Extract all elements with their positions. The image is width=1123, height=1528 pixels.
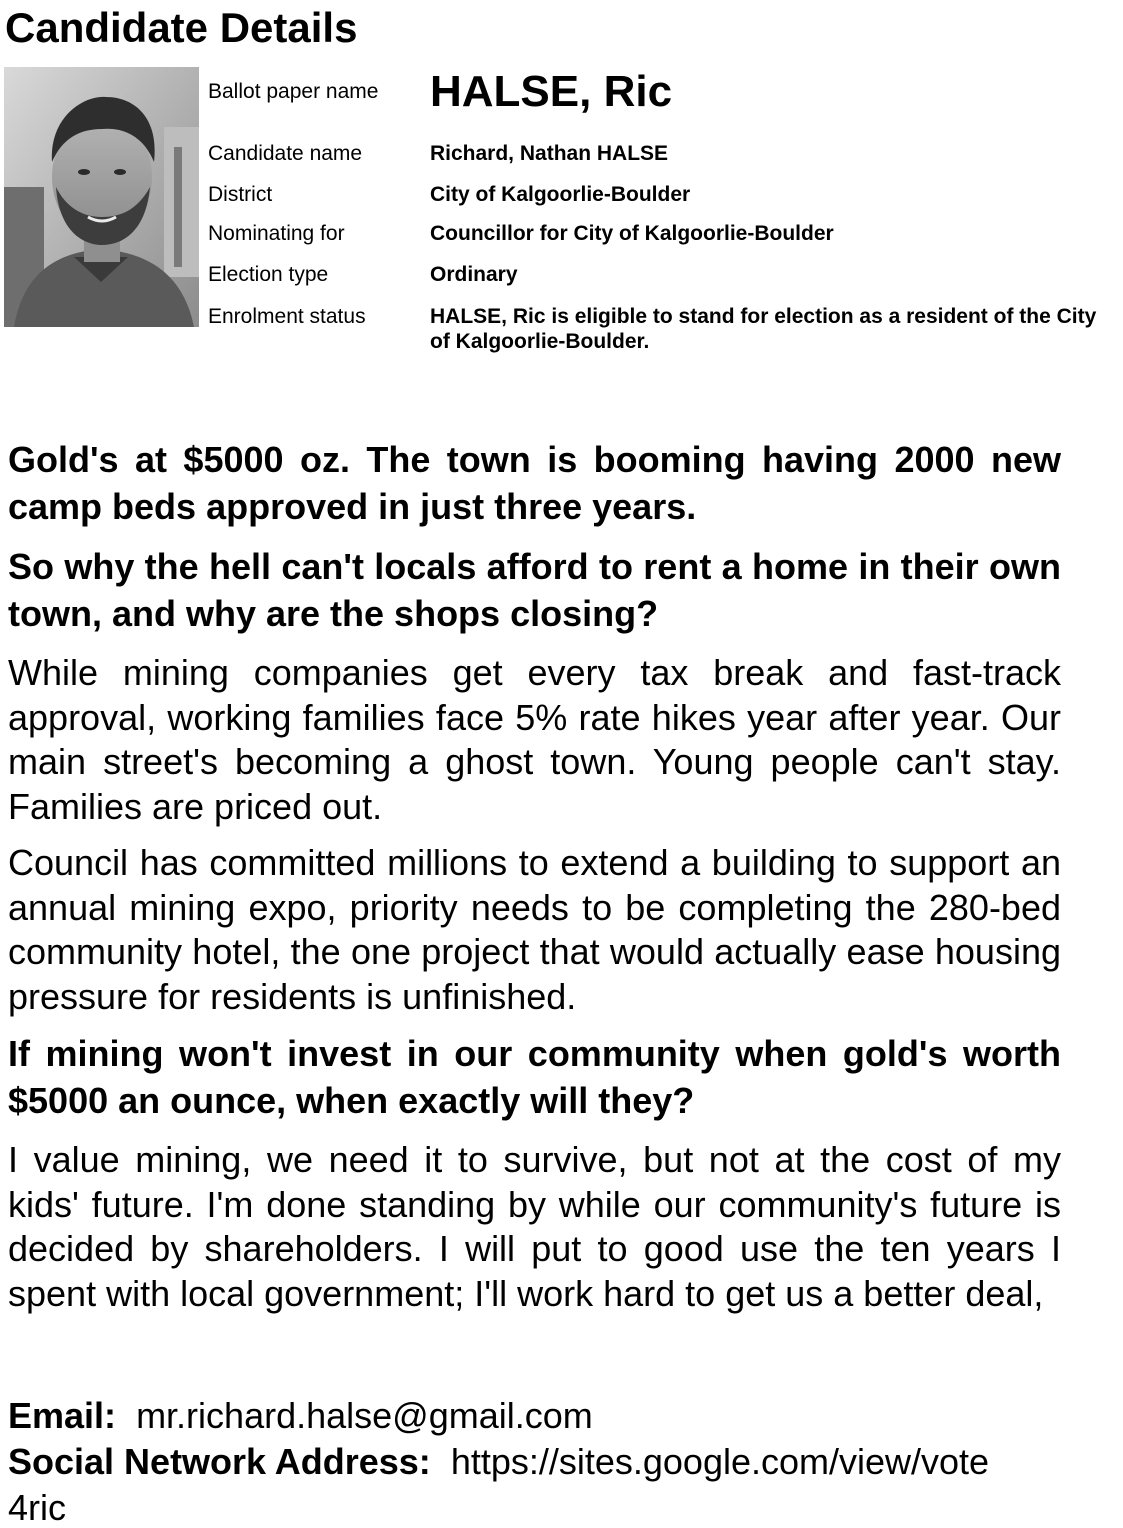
- email-value: mr.richard.halse@gmail.com: [136, 1395, 593, 1436]
- candidate-name-value: Richard, Nathan HALSE: [430, 142, 669, 165]
- statement-paragraph: While mining companies get every tax break and fast-track approval, working families face 5% rate hikes year after year. Our main street's becoming a ghost town. Young people can't stay. Families are priced out.: [8, 652, 1061, 827]
- page-title: Candidate Details: [5, 4, 358, 51]
- statement-paragraph: Council has committed millions to extend a building to support an annual mining expo, priority needs to be completing the 280-bed community hotel, the one project that would actually ease housing pressure for residents is unfinished.: [8, 842, 1061, 1017]
- nominating-for-label: Nominating for: [208, 222, 345, 245]
- candidate-photo: [4, 67, 199, 327]
- ballot-paper-name-value: HALSE, Ric: [430, 67, 673, 116]
- enrolment-status-value: HALSE, Ric is eligible to stand for election as a resident of the City of Kalgoorlie-Boulder.: [430, 305, 1097, 353]
- district-label: District: [208, 183, 273, 206]
- statement-paragraph: So why the hell can't locals afford to rent a home in their own town, and why are the shops closing?: [8, 546, 1061, 634]
- social-line: [8, 1439, 1008, 1528]
- email-label: Email:: [8, 1395, 117, 1436]
- ballot-paper-name-label: Ballot paper name: [208, 80, 379, 103]
- contact-details: [8, 1393, 1008, 1528]
- election-type-label: Election type: [208, 263, 329, 286]
- candidate-statement: [8, 437, 1061, 1328]
- candidate-name-label: Candidate name: [208, 142, 363, 165]
- enrolment-status-label: Enrolment status: [208, 305, 366, 328]
- nominating-for-value: Councillor for City of Kalgoorlie-Boulder: [430, 222, 834, 245]
- statement-paragraph: Gold's at $5000 oz. The town is booming having 2000 new camp beds approved in just three years.: [8, 439, 1061, 527]
- statement-paragraph: I value mining, we need it to survive, but not at the cost of my kids' future. I'm done standing by while our community's future is decided by shareholders. I will put to good use the ten years I spent with local government; I'll work hard to get us a better deal,: [8, 1139, 1061, 1314]
- social-network-label: Social Network Address:: [8, 1441, 431, 1482]
- district-value: City of Kalgoorlie-Boulder: [430, 183, 691, 206]
- social-network-value: https://sites.google.com/view/vote4ric: [8, 1441, 990, 1528]
- election-type-value: Ordinary: [430, 263, 518, 286]
- statement-paragraph: If mining won't invest in our community when gold's worth $5000 an ounce, when exactly will they?: [8, 1033, 1061, 1121]
- email-line: [8, 1393, 1008, 1439]
